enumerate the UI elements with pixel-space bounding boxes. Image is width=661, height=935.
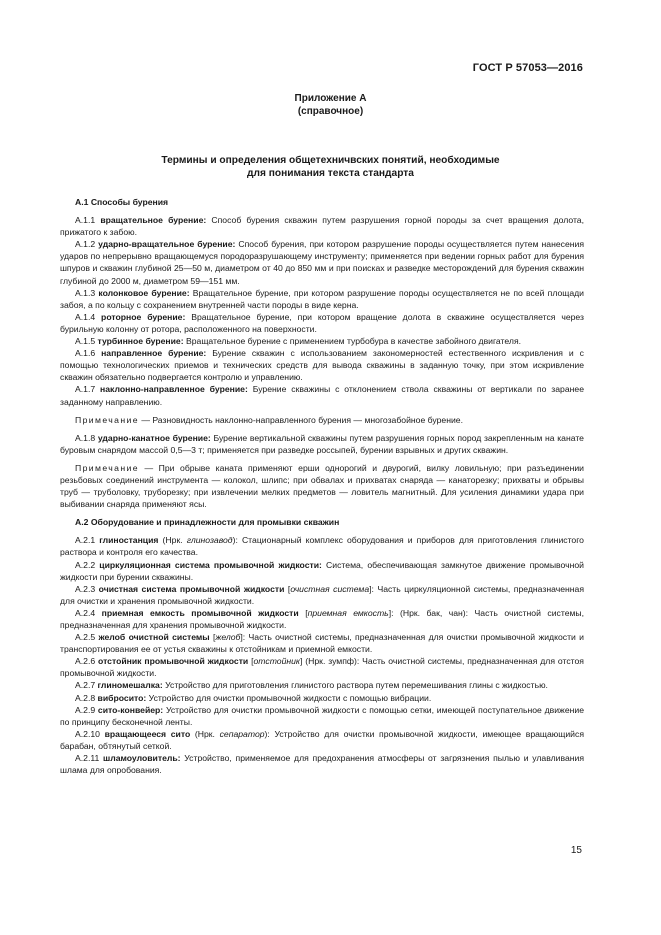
term-number: А.2.8 [75,692,96,703]
term-synonym: приемная емкость [307,607,389,618]
term-synonym: отстойник [253,656,300,667]
term-text-end: ): Стационарный комплекс оборудования и приборов для приготовления глинистого раствора и контроля его качества. [60,535,584,558]
term-number: А.2.2 [75,559,96,570]
term-name: желоб очистной системы [98,632,210,643]
term-number: А.1.5 [75,336,96,347]
term-text: Устройство для очистки промывочной жидкости с помощью вибрации. [146,692,432,703]
term-name: очистная система промывочной жидкости [98,583,285,594]
term-text: [ [248,656,254,667]
term-text: [ [209,632,216,643]
term-a-2-2 [60,559,584,583]
term-number: А.2.5 [75,632,96,643]
term-name: ударно-вращательное бурение: [98,239,236,250]
term-a-1-5 [60,335,584,347]
term-number: А.2.11 [75,753,100,764]
term-text-end: ]: (Нрк. бак, чан): Часть очистной системы, предназначенная для хранения промывочной жидкости. [60,607,585,630]
term-name: наклонно-направленное бурение: [100,384,248,395]
term-number: А.1.7 [75,384,96,395]
term-definition: Способ бурения, при котором разрушение породы осуществляется путем нанесения ударов по непрерывно вращающемуся породоразрушающему инструменту; применяется при ведении горных работ для бурения шпуров и скважин глубиной 25—50 м, диаметром от 40 до 850 мм и при поисках и разведке месторождений для бурения скважин глубиной до 2000 м, диаметром 59—151 мм. [60,239,584,286]
term-number: А.2.3 [75,583,96,594]
term-synonym: очистная система [290,583,370,594]
note-text: — Разновидность наклонно-направленного бурения — многозабойное бурение. [138,414,463,425]
term-text: [ [298,607,308,618]
term-a-2-3 [60,583,584,607]
term-a-2-9 [60,704,584,728]
term-definition: Вращательное бурение, при котором разрушение породы осуществляется не по всей площади забоя, а по кольцу с сохранением внутренней части породы в виде керна. [60,287,584,310]
term-name: глиномешалка: [97,680,163,691]
page-number: 15 [570,845,582,856]
term-synonym: желоб [215,632,241,643]
term-name: роторное бурение: [101,311,186,322]
term-a-2-4 [60,607,584,631]
term-a-2-11 [60,752,584,776]
title-line-1: Термины и определения общетехничвских понятий, необходимые [161,155,500,166]
term-name: вращающееся сито [104,728,191,739]
document-code: ГОСТ Р 57053—2016 [472,62,583,74]
term-a-2-6 [60,655,584,679]
term-number: А.2.9 [75,704,96,715]
term-definition: Вращательное бурение с применением турбобура в качестве забойного двигателя. [183,336,522,347]
term-synonym: сепаратор [219,728,265,739]
term-name: шламоуловитель: [103,753,181,764]
term-name: приемная емкость промывочной жидкости [101,607,299,618]
term-a-1-7 [60,383,584,407]
term-name: сито-конвейер: [97,704,164,715]
section-1-title: А.1 Способы бурения [75,197,169,207]
term-name: глиностанция [99,535,159,546]
note-label: Примечание [75,462,139,473]
title-line-2: для понимания текста стандарта [247,168,414,179]
term-number: А.1.6 [75,348,96,359]
term-text-end: ): Устройство для очистки промывочной жидкости, имеющее вращающийся барабан, обтянутый сеткой. [60,728,584,751]
term-definition: Способ бурения скважин путем разрушения горной породы за счет вращения долота, прижатого к забою. [60,215,584,238]
section-2-title: А.2 Оборудование и принадлежности для промывки скважин [75,517,340,528]
term-number: А.1.3 [75,287,96,298]
term-a-1-3 [60,287,584,311]
note-2 [60,462,584,510]
term-number: А.1.8 [75,432,96,443]
term-text-end: ]: Часть очистной системы, предназначенная для очистки промывочной жидкости и транспортирования ее от устья скважины к отстойникам и приемной емкости. [60,632,585,655]
term-number: А.2.4 [75,607,96,618]
term-text: [ [284,583,291,594]
term-number: А.1.2 [75,239,96,250]
term-text: (Нрк. [158,535,187,546]
term-definition: Бурение скважины с отклонением ствола скважины от вертикали по заранее заданному направлению. [60,384,584,407]
term-a-1-2 [60,238,584,286]
term-text-end: ] (Нрк. зумпф): Часть очистной системы, предназначенная для отстоя промывочной жидкости. [60,656,584,679]
term-text: Устройство для приготовления глинистого раствора путем перемешивания глины с жидкостью. [162,680,548,691]
appendix-title [60,154,601,180]
term-definition: Бурение вертикальной скважины путем разрушения горных пород закрепленным на канате буровым снарядом массой 0,5—3 т; применяется при разведке россыпей, бурении взрывных и других скважин. [60,432,584,455]
appendix-type: (справочное) [297,106,364,117]
note-label: Примечание [75,414,139,425]
term-a-2-10 [60,728,584,752]
term-text: Устройство, применяемое для предохранения атмосферы от загрязнения пылью и улавливания шлама для опробования. [60,753,584,776]
term-name: турбинное бурение: [97,336,184,347]
term-a-1-1 [60,214,584,238]
term-a-2-8 [60,692,584,704]
term-name: направленное бурение: [101,348,207,359]
appendix-label: Приложение А [294,93,367,104]
term-a-1-4 [60,311,584,335]
term-number: А.1.1 [75,215,96,226]
term-text: (Нрк. [190,728,220,739]
term-a-1-6 [60,347,584,383]
term-a-2-5 [60,631,584,655]
note-1 [60,414,584,426]
term-name: циркуляционная система промывочной жидкости: [99,559,322,570]
term-text-end: ]: Часть циркуляционной системы, предназначенная для очистки и хранения промывочной жидкости. [60,583,584,606]
term-number: А.2.7 [75,680,96,691]
term-number: А.2.1 [75,535,96,546]
term-text: Система, обеспечивающая замкнутое движение промывочной жидкости при бурении скважины. [60,559,584,582]
term-name: вибросито: [97,692,147,703]
note-text: — При обрыве каната применяют ерши однорогий и двурогий, вилку ловильную; при разъединении резьбовых соединений инструмента — колокол, шлипс; при обвалах и прихватах снаряда — канаторезку; прихваты и обрывы труб — труболовку, труборезку; при извлечении мелких предметов — ловитель магнитный. Для усиления динамики удара при выбивании снаряда применяют ясы. [60,462,584,510]
term-a-1-8 [60,432,584,456]
document-body [60,196,584,776]
term-synonym: глинозавод [186,535,233,546]
term-name: отстойник промывочной жидкости [98,656,249,667]
term-name: колонковое бурение: [98,287,190,298]
term-number: А.1.4 [75,311,96,322]
term-number: А.2.6 [75,656,96,667]
term-text: Устройство для очистки промывочной жидкости с помощью сетки, имеющей поступательное движение по принципу бесконечной ленты. [60,704,584,727]
term-number: А.2.10 [75,728,100,739]
term-a-2-1 [60,534,584,558]
term-name: вращательное бурение: [100,215,207,226]
term-definition: Вращательное бурение, при котором вращение долота в скважине осуществляется через бурильную колонну от ротора, расположенного на поверхности. [60,311,584,334]
term-a-2-7 [60,679,584,691]
term-definition: Бурение скважин с использованием закономерностей естественного искривления и с помощью технологических приемов и технических средств для вывода скважины в заданную точку, при этом искривление скважин обязательно подвергается контролю и управлению. [60,348,584,383]
term-name: ударно-канатное бурение: [97,432,211,443]
appendix-heading [0,92,661,118]
